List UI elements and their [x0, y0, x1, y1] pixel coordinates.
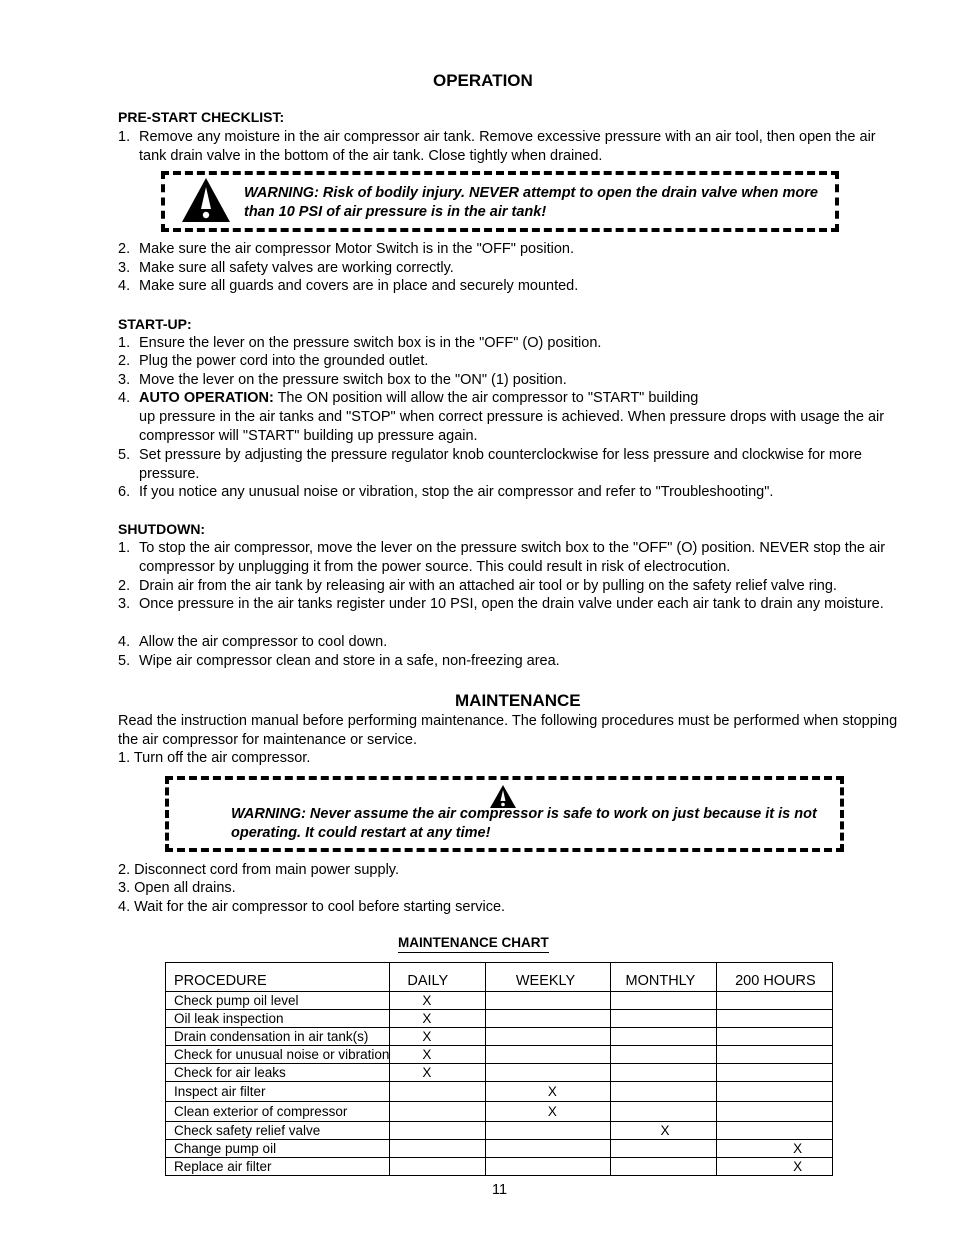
- warning-text: WARNING: Never assume the air compressor is safe to work on just because it is not operating. It could restart at any time!: [231, 806, 817, 841]
- shutdown-heading: SHUTDOWN:: [118, 521, 206, 537]
- table-row: Oil leak inspection X: [166, 1010, 833, 1028]
- list-item: 3. Move the lever on the pressure switch box to the "ON" (1) position.: [118, 372, 567, 388]
- list-item: 4. AUTO OPERATION: The ON position will allow the air compressor to "START" building up pressure in the air tanks and "STOP" when correct pressure is achieved. When pressure drops with usage the air compressor will "START" building up pressure again.: [118, 390, 885, 444]
- list-item: 3. Once pressure in the air tanks register under 10 PSI, open the drain valve under each air tank to drain any moisture.: [118, 596, 884, 612]
- page-number: 11: [492, 1182, 508, 1198]
- startup-heading: START-UP:: [118, 316, 192, 332]
- column-header: 200 HOURS: [717, 963, 833, 992]
- table-row: Change pump oil X: [166, 1140, 833, 1158]
- warning-text: WARNING: Risk of bodily injury. NEVER attempt to open the drain valve when more than 10 PSI of air pressure is in the air tank!: [244, 185, 818, 220]
- maintenance-chart-title: MAINTENANCE CHART: [398, 935, 549, 953]
- table-row: Drain condensation in air tank(s) X: [166, 1028, 833, 1046]
- list-item: 1. Ensure the lever on the pressure switch box is in the "OFF" (O) position.: [118, 335, 602, 351]
- maintenance-step: 2. Disconnect cord from main power supply.: [118, 862, 399, 878]
- maintenance-title: MAINTENANCE: [455, 691, 581, 710]
- column-header: MONTHLY: [610, 963, 717, 992]
- table-row: Check for air leaks X: [166, 1064, 833, 1082]
- prestart-heading: PRE-START CHECKLIST:: [118, 109, 285, 125]
- list-item: 1. To stop the air compressor, move the lever on the pressure switch box to the "OFF" (O) position. NEVER stop the air compressor by unplugging it from the power source. This could result in risk of electrocution.: [118, 540, 886, 575]
- list-item: 1. Remove any moisture in the air compressor air tank. Remove excessive pressure with an air tool, then open the air tank drain valve in the bottom of the air tank. Close tightly when drained.: [118, 129, 876, 164]
- column-header: DAILY: [390, 963, 485, 992]
- list-item: 3. Make sure all safety valves are working correctly.: [118, 260, 454, 276]
- table-row: Clean exterior of compressor X: [166, 1102, 833, 1122]
- auto-operation-label: AUTO OPERATION:: [139, 390, 274, 406]
- table-row: Replace air filter X: [166, 1158, 833, 1176]
- maintenance-intro: Read the instruction manual before performing maintenance. The following procedures must be performed when stopping the air compressor for maintenance or service.: [118, 713, 898, 748]
- maintenance-step: 3. Open all drains.: [118, 880, 236, 896]
- list-item: 2. Drain air from the air tank by releasing air with an attached air tool or by pulling on the safety relief valve ring.: [118, 578, 837, 594]
- warning-triangle-icon: [180, 176, 232, 224]
- table-row: Check for unusual noise or vibration X: [166, 1046, 833, 1064]
- table-row: Inspect air filter X: [166, 1082, 833, 1102]
- list-item: 4. Make sure all guards and covers are in place and securely mounted.: [118, 278, 579, 294]
- table-row: Check pump oil level X: [166, 992, 833, 1010]
- list-item: 6. If you notice any unusual noise or vibration, stop the air compressor and refer to "Troubleshooting".: [118, 484, 774, 500]
- table-header-row: [166, 963, 833, 992]
- list-item: 5. Set pressure by adjusting the pressure regulator knob counterclockwise for less pressure and clockwise for more pressure.: [118, 447, 862, 482]
- maintenance-step: 1. Turn off the air compressor.: [118, 750, 311, 766]
- list-item: 5. Wipe air compressor clean and store in a safe, non-freezing area.: [118, 653, 560, 669]
- list-item: 2. Make sure the air compressor Motor Switch is in the "OFF" position.: [118, 241, 574, 257]
- maintenance-chart-table: [165, 962, 833, 1176]
- operation-title: OPERATION: [433, 71, 533, 90]
- column-header: WEEKLY: [485, 963, 610, 992]
- table-row: Check safety relief valve X: [166, 1122, 833, 1140]
- maintenance-step: 4. Wait for the air compressor to cool before starting service.: [118, 899, 506, 915]
- list-item: 4. Allow the air compressor to cool down.: [118, 634, 388, 650]
- column-header: PROCEDURE: [166, 963, 390, 992]
- list-item: 2. Plug the power cord into the grounded outlet.: [118, 353, 429, 369]
